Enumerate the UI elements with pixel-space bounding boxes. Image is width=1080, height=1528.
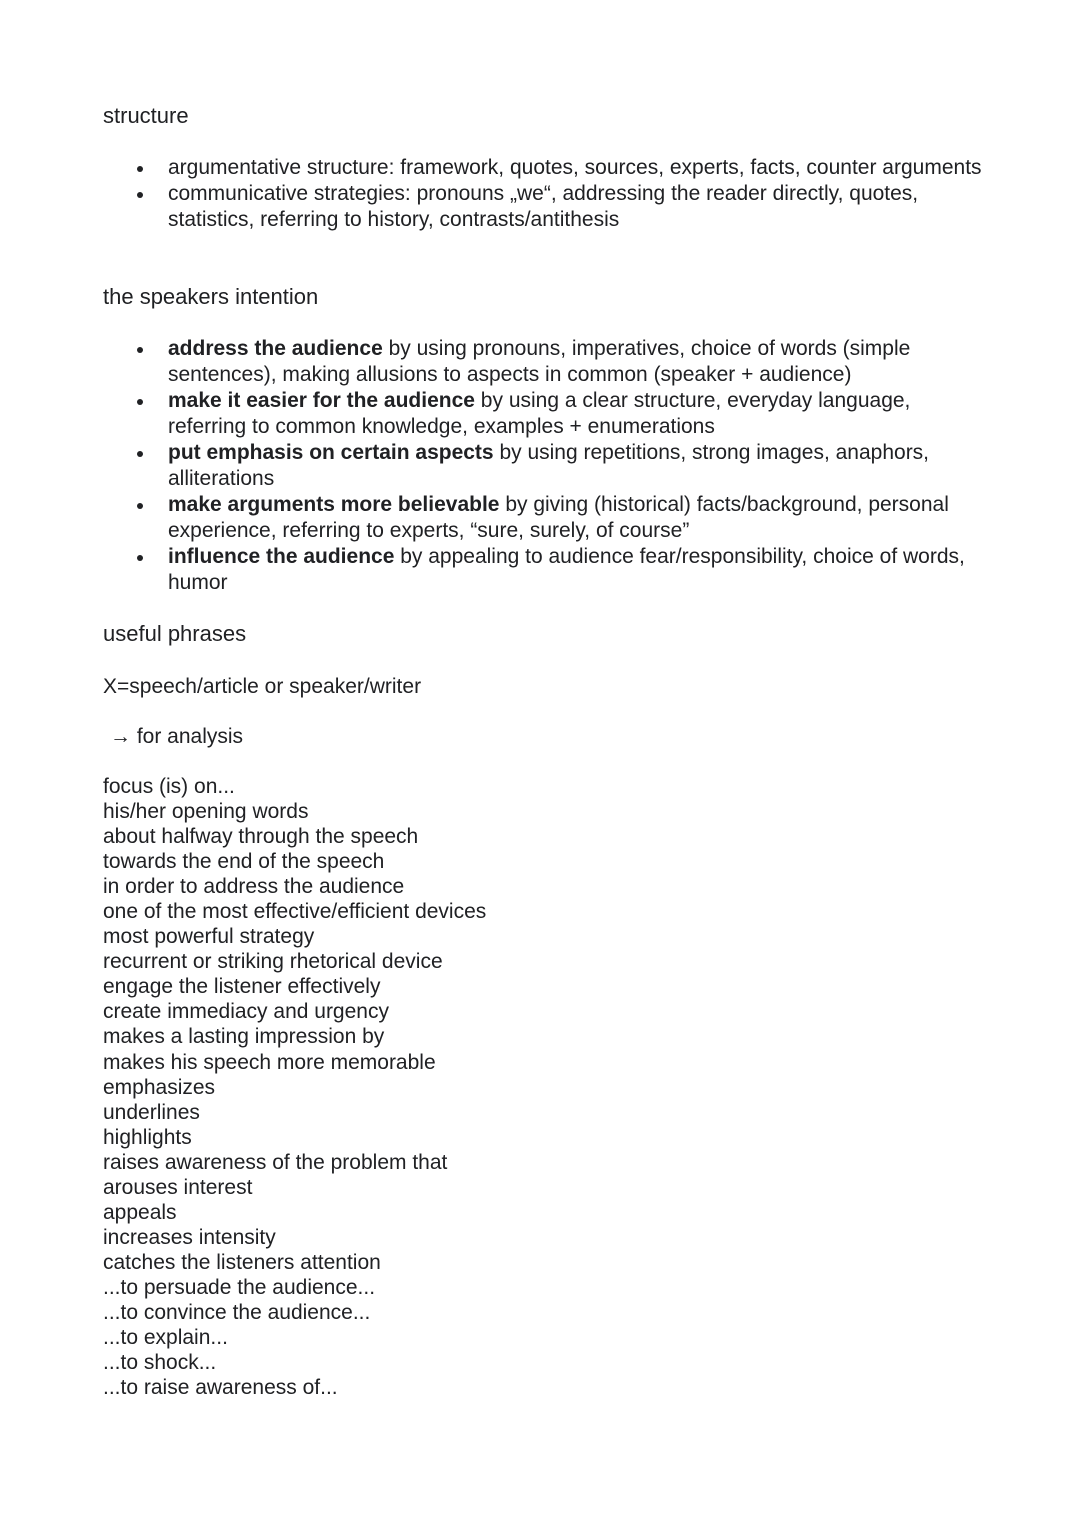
analysis-label: → for analysis [110, 725, 244, 748]
list-item: increases intensity [103, 1225, 276, 1249]
list-item: make arguments more believable by giving (historical) facts/background, personal experience, referring to experts, “sure, surely, of course” [103, 492, 983, 544]
list-item: engage the listener effectively [103, 975, 381, 999]
list-item: make it easier for the audience by using a clear structure, everyday language, referring to common knowledge, examples + enumerations [103, 388, 983, 440]
list-item: catches the listeners attention [103, 1250, 381, 1274]
list-item: ...to shock... [103, 1351, 217, 1375]
bullet-icon [137, 166, 143, 172]
list-item: raises awareness of the problem that [103, 1150, 448, 1174]
phrase-list [103, 774, 486, 1400]
list-item: one of the most effective/efficient devices [103, 900, 487, 924]
list-item: his/her opening words [103, 800, 309, 824]
list-item: create immediacy and urgency [103, 1000, 389, 1024]
list-item: influence the audience by appealing to audience fear/responsibility, choice of words, humor [103, 544, 983, 596]
list-item: ...to explain... [103, 1326, 228, 1350]
phrases-heading: useful phrases [103, 621, 247, 646]
bullet-icon [137, 192, 143, 198]
intention-list [103, 336, 983, 596]
list-item: makes his speech more memorable [103, 1050, 436, 1074]
bullet-icon [137, 503, 143, 509]
intention-heading: the speakers intention [103, 284, 319, 309]
list-item: focus (is) on... [103, 775, 235, 798]
list-item: put emphasis on certain aspects by using repetitions, strong images, anaphors, alliterations [103, 440, 983, 492]
list-item: argumentative structure: framework, quotes, sources, experts, facts, counter arguments [103, 155, 983, 181]
bullet-icon [137, 399, 143, 405]
bullet-icon [137, 555, 143, 561]
structure-heading: structure [103, 103, 189, 128]
list-item: communicative strategies: pronouns „we“, addressing the reader directly, quotes, statistics, referring to history, contrasts/antithesis [103, 181, 983, 233]
list-item: ...to persuade the audience... [103, 1275, 376, 1299]
list-item: underlines [103, 1100, 200, 1124]
list-item: ...to raise awareness of... [103, 1376, 338, 1400]
list-item: about halfway through the speech [103, 825, 419, 849]
definition-text: X=speech/article or speaker/writer [103, 675, 422, 698]
list-item: in order to address the audience [103, 875, 405, 899]
list-item: appeals [103, 1200, 177, 1224]
bullet-icon [137, 451, 143, 457]
list-item: address the audience by using pronouns, imperatives, choice of words (simple sentences), making allusions to aspects in common (speaker + audience) [103, 336, 983, 388]
list-item: arouses interest [103, 1175, 253, 1199]
list-item: highlights [103, 1125, 192, 1149]
list-item: makes a lasting impression by [103, 1025, 385, 1049]
list-item: emphasizes [103, 1075, 216, 1099]
list-item: most powerful strategy [103, 925, 315, 949]
bullet-icon [137, 347, 143, 353]
list-item: recurrent or striking rhetorical device [103, 950, 443, 974]
list-item: ...to convince the audience... [103, 1300, 371, 1324]
structure-list [103, 155, 983, 233]
list-item: towards the end of the speech [103, 850, 385, 874]
